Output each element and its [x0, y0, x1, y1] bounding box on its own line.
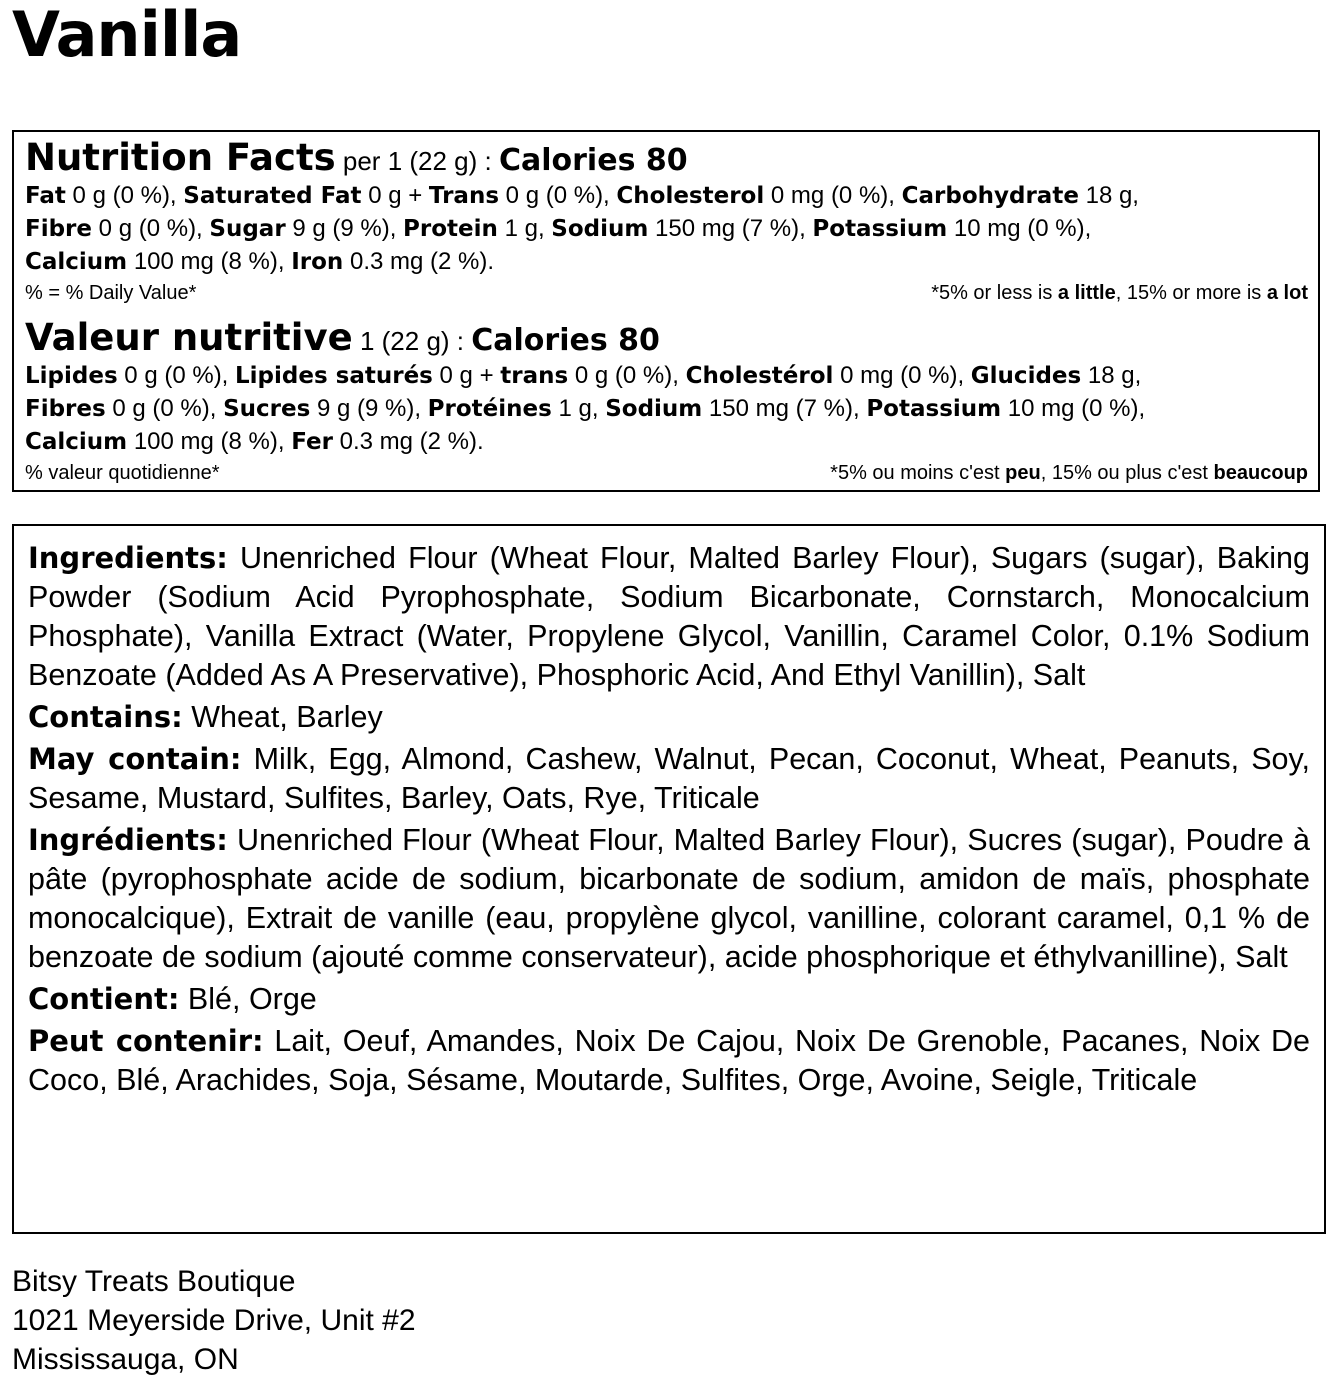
nutrient-label: Calcium — [25, 249, 128, 275]
nutrient-label: Sucres — [223, 396, 311, 422]
nutrient-label: Sugar — [209, 216, 286, 242]
daily-value-guide-en — [931, 282, 1308, 305]
nutrient-label: Potassium — [866, 396, 1002, 422]
nutrient-label: beaucoup — [1213, 462, 1308, 484]
ingredients-fr — [28, 821, 1310, 977]
nutrient-label: Lipides saturés — [235, 363, 433, 389]
nutrient-label: trans — [500, 363, 569, 389]
nutrient-value: 1 g, — [497, 215, 552, 242]
ingredients-en — [28, 539, 1310, 695]
nutrient-value: 18 g, — [1078, 182, 1139, 209]
nutrient-value: 0 g (0 %), — [568, 362, 686, 389]
serving-size-fr: 1 (22 g) : — [359, 326, 465, 356]
section-label: Ingredients: — [28, 541, 228, 575]
section-text: Unenriched Flour (Wheat Flour, Malted Barley Flour), Sugars (sugar), Baking Powder (Sodium Acid Pyrophosphate, Sodium Bicarbonate, Cornstarch, Monocalcium Phosphate), Vanilla Extract (Water, Propylene Glycol, Vanillin, Caramel Color, 0.1% Sodium Benzoate (Added As A Preservative), Phosphoric Acid, And Ethyl Vanillin), Salt — [28, 541, 1310, 692]
nutrient-label: Trans — [428, 183, 500, 209]
serving-size-en: per 1 (22 g) : — [342, 146, 492, 176]
contains-en — [28, 698, 1310, 737]
nutrient-line-en — [25, 182, 1139, 210]
business-name: Bitsy Treats Boutique — [12, 1265, 296, 1298]
nutrient-label: Sodium — [605, 396, 703, 422]
daily-value-guide-fr — [830, 462, 1308, 485]
nutrient-line-fr — [25, 395, 1145, 423]
nutrient-value: 100 mg (8 %), — [127, 428, 292, 455]
nutrient-label: Iron — [291, 249, 344, 275]
nutrient-label: a little — [1057, 282, 1116, 304]
nutrient-value: 150 mg (7 %), — [702, 395, 867, 422]
nutrient-label: Fibre — [25, 216, 93, 242]
section-text: Lait, Oeuf, Amandes, Noix De Cajou, Noix De Grenoble, Pacanes, Noix De Coco, Blé, Arachides, Soja, Sésame, Moutarde, Sulfites, Orge, Avoine, Seigle, Triticale — [28, 1024, 1310, 1097]
product-title: Vanilla — [12, 0, 242, 71]
nutrient-label: Fer — [291, 429, 333, 455]
nutrient-value: 18 g, — [1081, 362, 1142, 389]
section-label: Ingrédients: — [28, 823, 228, 857]
nutrient-value: 9 g (9 %), — [310, 395, 428, 422]
nutrient-label: Cholestérol — [685, 363, 834, 389]
nutrient-label: Fibres — [25, 396, 106, 422]
nutrient-value: 0 g (0 %), — [117, 362, 236, 389]
nutrient-line-en — [25, 248, 494, 276]
nutrient-value: 0 g (0 %), — [499, 182, 617, 209]
nutrient-value: 0 g (0 %), — [92, 215, 210, 242]
nutrient-label: Sodium — [551, 216, 649, 242]
nutrient-value: 0 g + — [432, 362, 501, 389]
daily-value-note-en: % = % Daily Value* — [25, 282, 197, 304]
nutrient-value: 100 mg (8 %), — [127, 248, 292, 275]
section-label: Contains: — [28, 700, 183, 734]
business-address — [12, 1262, 416, 1379]
section-text: Blé, Orge — [179, 982, 317, 1016]
daily-value-note-fr: % valeur quotidienne* — [25, 462, 220, 484]
section-label: May contain: — [28, 742, 242, 776]
nutrient-label: Cholesterol — [616, 183, 765, 209]
nutrient-label: Calcium — [25, 429, 128, 455]
nutrient-label: Lipides — [25, 363, 118, 389]
nutrient-line-fr — [25, 428, 484, 456]
nutrient-label: a lot — [1266, 282, 1308, 304]
nutrient-label: Saturated Fat — [183, 183, 362, 209]
section-text: Wheat, Barley — [182, 700, 383, 734]
calories-fr: Calories 80 — [471, 323, 660, 358]
nutrient-line-en — [25, 215, 1091, 243]
nutrient-label: Potassium — [812, 216, 948, 242]
section-label: Peut contenir: — [28, 1024, 264, 1058]
section-label: Contient: — [28, 982, 180, 1016]
valeur-nutritive-heading: Valeur nutritive — [25, 316, 353, 359]
contains-fr — [28, 980, 1310, 1019]
may-contain-fr — [28, 1022, 1310, 1100]
section-text: Milk, Egg, Almond, Cashew, Walnut, Pecan, Coconut, Wheat, Peanuts, Soy, Sesame, Mustard, Sulfites, Barley, Oats, Rye, Triticale — [28, 742, 1310, 815]
city-province: Mississauga, ON — [12, 1343, 239, 1376]
ingredients-panel — [12, 524, 1326, 1234]
nutrient-value: *5% or less is — [931, 282, 1058, 304]
street-address: 1021 Meyerside Drive, Unit #2 — [12, 1304, 416, 1337]
nutrient-value: 0.3 mg (2 %). — [343, 248, 495, 275]
section-text: Unenriched Flour (Wheat Flour, Malted Barley Flour), Sucres (sugar), Poudre à pâte (pyrophosphate acide de sodium, bicarbonate de sodium, amidon de maïs, phosphate monocalcique), Extrait de vanille (eau, propylène glycol, vanilline, colorant caramel, 0,1 % de benzoate de sodium (ajouté comme conservateur), acide phosphorique et éthylvanilline), Salt — [28, 823, 1310, 974]
nutrient-value: 0.3 mg (2 %). — [332, 428, 484, 455]
nutrient-value: 10 mg (0 %), — [1001, 395, 1146, 422]
nutrient-label: Carbohydrate — [901, 183, 1079, 209]
nutrient-value: 0 g (0 %), — [105, 395, 224, 422]
nutrient-value: 0 mg (0 %), — [764, 182, 902, 209]
nutrition-header-fr — [25, 316, 660, 359]
nutrient-label: Protéines — [427, 396, 552, 422]
nutrient-value: *5% ou moins c'est — [830, 462, 1006, 484]
nutrient-value: 0 g + — [361, 182, 429, 209]
nutrient-label: Fat — [25, 183, 66, 209]
nutrient-value: 150 mg (7 %), — [648, 215, 813, 242]
may-contain-en — [28, 740, 1310, 818]
nutrition-facts-panel — [12, 130, 1320, 492]
nutrient-value: 9 g (9 %), — [285, 215, 404, 242]
nutrient-label: Protein — [403, 216, 498, 242]
nutrient-value: 1 g, — [551, 395, 606, 422]
nutrient-label: Glucides — [970, 363, 1082, 389]
nutrition-header-en — [25, 136, 688, 179]
nutrient-value: , 15% ou plus c'est — [1040, 462, 1214, 484]
nutrient-label: peu — [1005, 462, 1041, 484]
nutrient-value: 10 mg (0 %), — [947, 215, 1092, 242]
nutrient-line-fr — [25, 362, 1141, 390]
nutrient-value: , 15% or more is — [1115, 282, 1267, 304]
calories-en: Calories 80 — [498, 143, 688, 178]
nutrient-value: 0 mg (0 %), — [833, 362, 971, 389]
nutrition-facts-heading: Nutrition Facts — [25, 136, 336, 179]
nutrient-value: 0 g (0 %), — [65, 182, 184, 209]
